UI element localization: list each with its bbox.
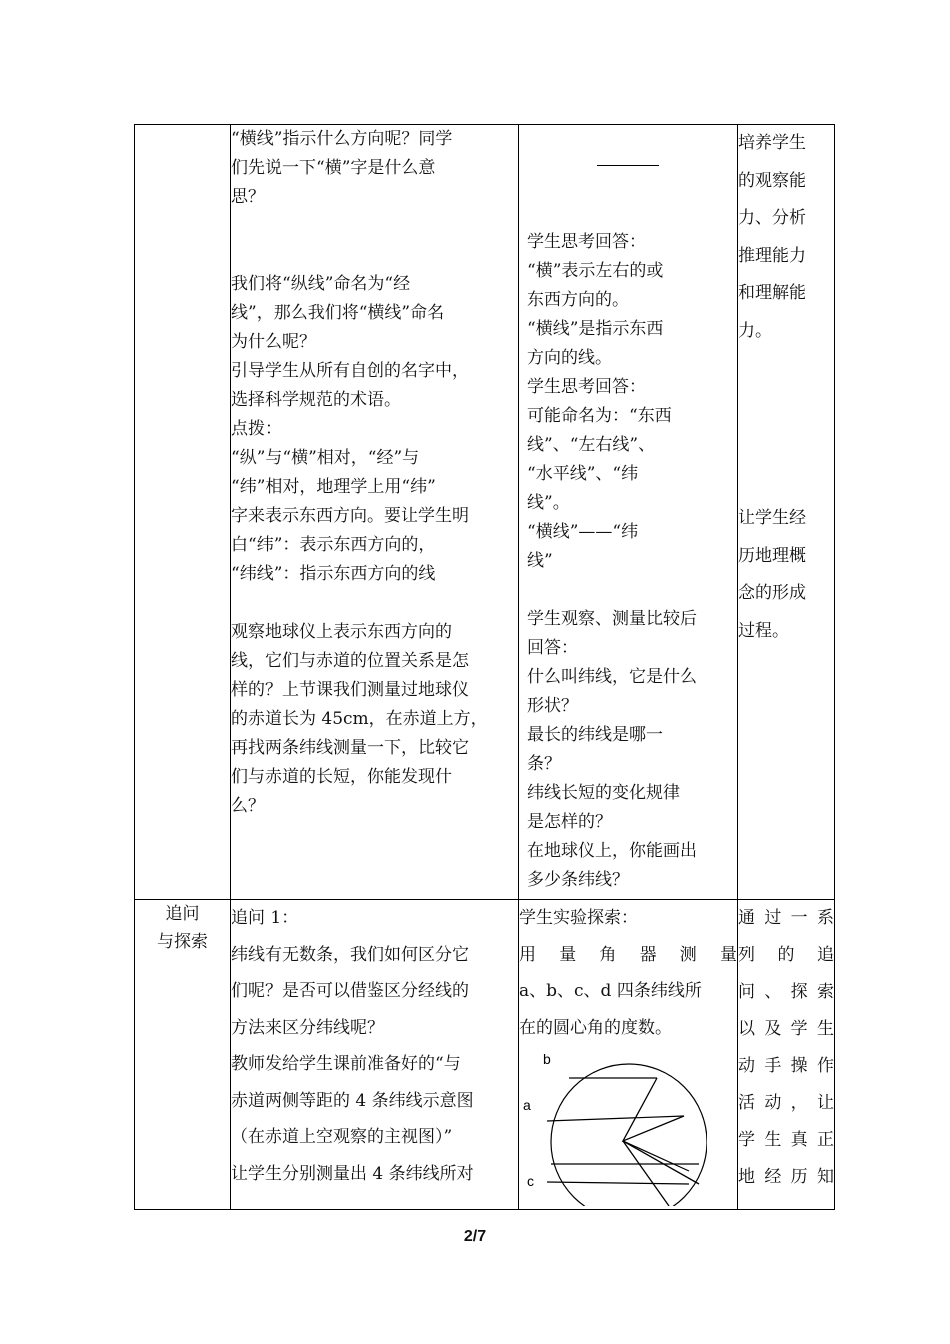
text-line: 们呢？是否可以借鉴区分经线的 <box>231 981 469 1001</box>
text-line: 以及学生 <box>738 1019 834 1039</box>
text-line: 最长的纬线是哪一 <box>527 725 663 745</box>
text-line: 么？ <box>231 796 265 816</box>
text-line: 形状？ <box>527 696 578 716</box>
teacher-activity-cell <box>231 125 519 900</box>
text-line: 思？ <box>231 187 265 207</box>
text-line: 线”、“左右线”、 <box>527 435 656 455</box>
text-line: 力、分析 <box>738 208 806 228</box>
text-line: 的赤道长为 45cm，在赤道上方， <box>231 709 488 729</box>
text-line: 方法来区分纬线呢？ <box>231 1017 384 1038</box>
text-line: 学生思考回答： <box>527 232 646 252</box>
text-line: 追问 1： <box>231 908 299 928</box>
text-line: 什么叫纬线，它是什么 <box>527 667 697 687</box>
text-line: 推理能力 <box>738 245 806 266</box>
text-line: “横”表示左右的或 <box>527 261 664 281</box>
label-c: c <box>527 1173 534 1189</box>
label-a: a <box>523 1097 531 1113</box>
page-separator: / <box>472 1228 478 1245</box>
text-line: a、b、c、d 四条纬线所 <box>519 981 702 1001</box>
label-b: b <box>543 1051 551 1067</box>
text-line: 过程。 <box>738 620 789 641</box>
text-line: “横线”指示什么方向呢？同学 <box>231 129 453 149</box>
stage-cell <box>135 900 231 1210</box>
table-row <box>135 900 835 1210</box>
angle-lines-lower <box>623 1141 699 1206</box>
text-line: 在地球仪上，你能画出 <box>527 841 697 861</box>
design-intent-cell <box>738 900 835 1210</box>
angle-lines-upper <box>623 1078 684 1141</box>
text-line: 学生实验探索： <box>519 908 638 928</box>
text-line: 纬线有无数条，我们如何区分它 <box>231 944 469 965</box>
design-intent-cell <box>738 125 835 900</box>
text-line: “纬线”：指示东西方向的线 <box>231 564 436 584</box>
separator-line <box>597 165 659 166</box>
text-line: 赤道两侧等距的 4 条纬线示意图 <box>231 1090 474 1111</box>
text-line: 学生真正 <box>738 1130 834 1150</box>
text-line: 回答： <box>527 638 578 658</box>
text-line: 东西方向的。 <box>527 290 629 310</box>
text-line: 在的圆心角的度数。 <box>519 1017 672 1038</box>
text-line: “纵”与“横”相对，“经”与 <box>231 448 420 468</box>
text-line: 们与赤道的长短，你能发现什 <box>231 767 452 787</box>
text-line: 列的追 <box>738 945 834 965</box>
globe-circle <box>551 1064 707 1206</box>
text-line: “纬”相对，地理学上用“纬” <box>231 477 436 497</box>
text-line: “横线”——“纬 <box>527 522 639 542</box>
text-line: 动手操作 <box>738 1056 834 1076</box>
text-line: 念的形成 <box>738 583 806 603</box>
text-line: 们先说一下“横”字是什么意 <box>231 158 436 178</box>
text-line: 问、探索 <box>738 982 834 1002</box>
text-line: 再找两条纬线测量一下，比较它 <box>231 738 469 758</box>
text-line: 让学生经 <box>738 508 806 528</box>
text-line: 线” <box>527 551 553 571</box>
text-line: 历地理概 <box>738 545 806 566</box>
student-activity-cell <box>519 900 738 1210</box>
text-line: 线”。 <box>527 493 570 513</box>
latitude-line-c <box>547 1182 689 1184</box>
stage-label: 与探索 <box>157 932 208 952</box>
text-line: 选择科学规范的术语。 <box>231 390 401 410</box>
stage-label: 追问 <box>165 904 200 924</box>
text-line: 样的？上节课我们测量过地球仪 <box>231 680 469 700</box>
latitude-diagram <box>519 1046 707 1206</box>
text-line: 教师发给学生课前准备好的“与 <box>231 1054 461 1074</box>
text-line: 线”，那么我们将“横线”命名 <box>231 303 445 323</box>
text-line: 培养学生 <box>738 133 806 153</box>
text-line: 力。 <box>738 320 772 341</box>
total-pages: 7 <box>477 1228 487 1245</box>
text-line: 为什么呢？ <box>231 332 316 352</box>
text-line: 学生观察、测量比较后 <box>527 609 697 629</box>
text-line: 学生思考回答： <box>527 377 646 397</box>
text-line: 线，它们与赤道的位置关系是怎 <box>231 651 469 671</box>
current-page: 2 <box>463 1228 473 1245</box>
text-line: 地经历知 <box>738 1167 834 1187</box>
text-line: 引导学生从所有自创的名字中， <box>231 361 469 381</box>
text-line: “横线”是指示东西 <box>527 319 664 339</box>
text-line: 条？ <box>527 754 561 774</box>
table-row <box>135 125 835 900</box>
text-line: 观察地球仪上表示东西方向的 <box>231 622 452 642</box>
text-line: 活动，让 <box>738 1093 834 1113</box>
text-line: 通过一系 <box>738 908 834 928</box>
text-line: 字来表示东西方向。要让学生明 <box>231 506 469 526</box>
text-line: （在赤道上空观察的主视图）” <box>231 1127 453 1147</box>
text-line: 用 量 角 器 测 量 <box>519 944 737 965</box>
text-line: “水平线”、“纬 <box>527 464 639 484</box>
text-line: 多少条纬线？ <box>527 870 629 890</box>
text-line: 的观察能 <box>738 170 806 191</box>
text-line: 白“纬”：表示东西方向的， <box>231 535 436 555</box>
text-line: 我们将“纵线”命名为“经 <box>231 274 411 294</box>
page-number <box>0 1228 950 1246</box>
teacher-activity-cell <box>231 900 519 1210</box>
text-line: 方向的线。 <box>527 348 612 368</box>
text-line: 点拨： <box>231 419 282 439</box>
lesson-plan-table <box>134 124 835 1210</box>
text-line: 和理解能 <box>738 283 806 303</box>
latitude-line-a <box>547 1116 684 1121</box>
text-line: 可能命名为：“东西 <box>527 406 672 426</box>
text-line: 纬线长短的变化规律 <box>527 783 680 803</box>
stage-cell-empty <box>135 125 231 900</box>
text-line: 是怎样的？ <box>527 812 612 832</box>
text-line: 让学生分别测量出 4 条纬线所对 <box>231 1163 474 1184</box>
student-activity-cell <box>519 125 738 900</box>
